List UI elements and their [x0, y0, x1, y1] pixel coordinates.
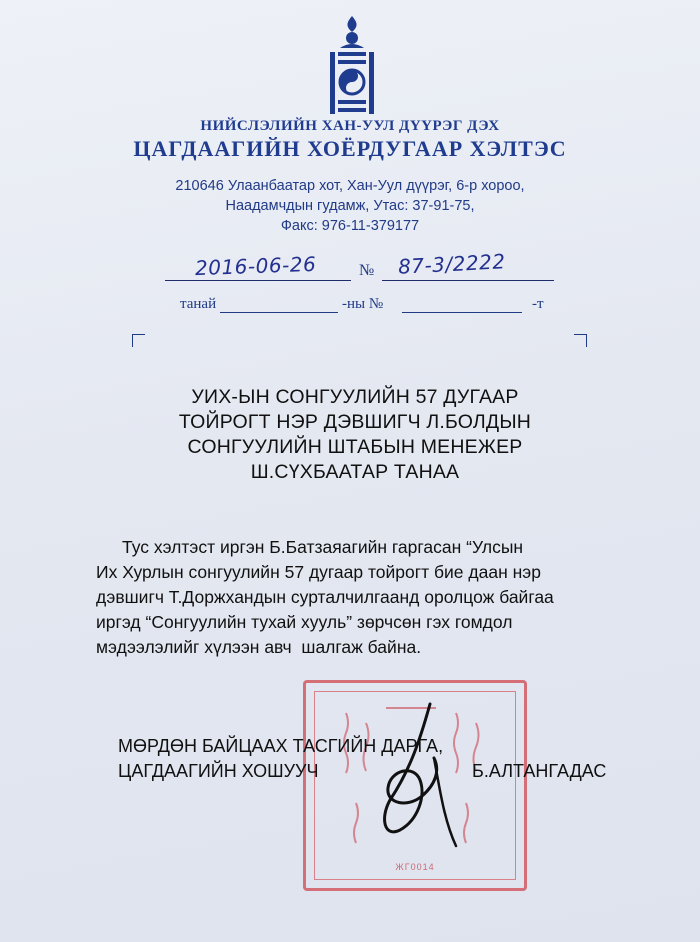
body-line4: иргэд “Сонгуулийн тухай хууль” зөрчсөн гэх гомдол — [96, 612, 513, 632]
signatory-title-line2: ЦАГДААГИЙН ХОШУУЧ — [118, 761, 319, 781]
recipient-line4: Ш.СҮХБААТАР ТАНАА — [250, 461, 460, 483]
address-line2: Наадамчдын гудамж, Утас: 37-91-75, — [225, 198, 475, 214]
organization-name-line2: ЦАГДААГИЙН ХОЁРДУГААР ХЭЛТЭС — [133, 136, 567, 161]
body-line3: дэвшигч Т.Доржхандын сурталчилгаанд оролцож байгаа — [96, 587, 554, 607]
handwritten-signature — [360, 700, 470, 850]
letter-number: 87-3/2222 — [397, 249, 507, 279]
body-line2: Их Хурлын сонгуулийн 57 дугаар тойрогт бие даан нэр — [96, 562, 541, 582]
signatory-title-line1: МӨРДӨН БАЙЦААХ ТАСГИЙН ДАРГА, — [118, 736, 444, 756]
soyombo-emblem-icon — [326, 14, 378, 118]
reply-date-blank — [220, 312, 338, 313]
body-line1: Тус хэлтэст иргэн Б.Батзаяагийн гаргасан “Улсын — [122, 537, 524, 557]
reply-label-tanai: танай — [180, 296, 217, 312]
letter-date: 2016-06-26 — [194, 251, 317, 281]
address-line3: Факс: 976-11-379177 — [280, 218, 420, 234]
recipient-line1: УИХ-ЫН СОНГУУЛИЙН 57 ДУГААР — [191, 386, 519, 408]
reply-label-t: -т — [532, 296, 544, 312]
address-line1: 210646 Улаанбаатар хот, Хан-Уул дүүрэг, 6-р хороо, — [175, 178, 525, 194]
stamp-serial: ЖГ0014 — [395, 862, 435, 872]
number-label: № — [359, 262, 375, 279]
address-corner-left — [132, 334, 145, 347]
signatory-name: Б.АЛТАНГАДАС — [472, 761, 607, 781]
recipient-line2: ТОЙРОГТ НЭР ДЭВШИГЧ Л.БОЛДЫН — [178, 411, 532, 433]
reply-label-ny-no: -ны № — [342, 296, 384, 312]
organization-name-line1: НИЙСЛЭЛИЙН ХАН-УУЛ ДҮҮРЭГ ДЭХ — [200, 118, 500, 134]
recipient-line3: СОНГУУЛИЙН ШТАБЫН МЕНЕЖЕР — [187, 436, 523, 458]
address-corner-right — [574, 334, 587, 347]
body-line5: мэдээлэлийг хүлээн авч шалгаж байна. — [96, 637, 422, 657]
reply-number-blank — [402, 312, 522, 313]
